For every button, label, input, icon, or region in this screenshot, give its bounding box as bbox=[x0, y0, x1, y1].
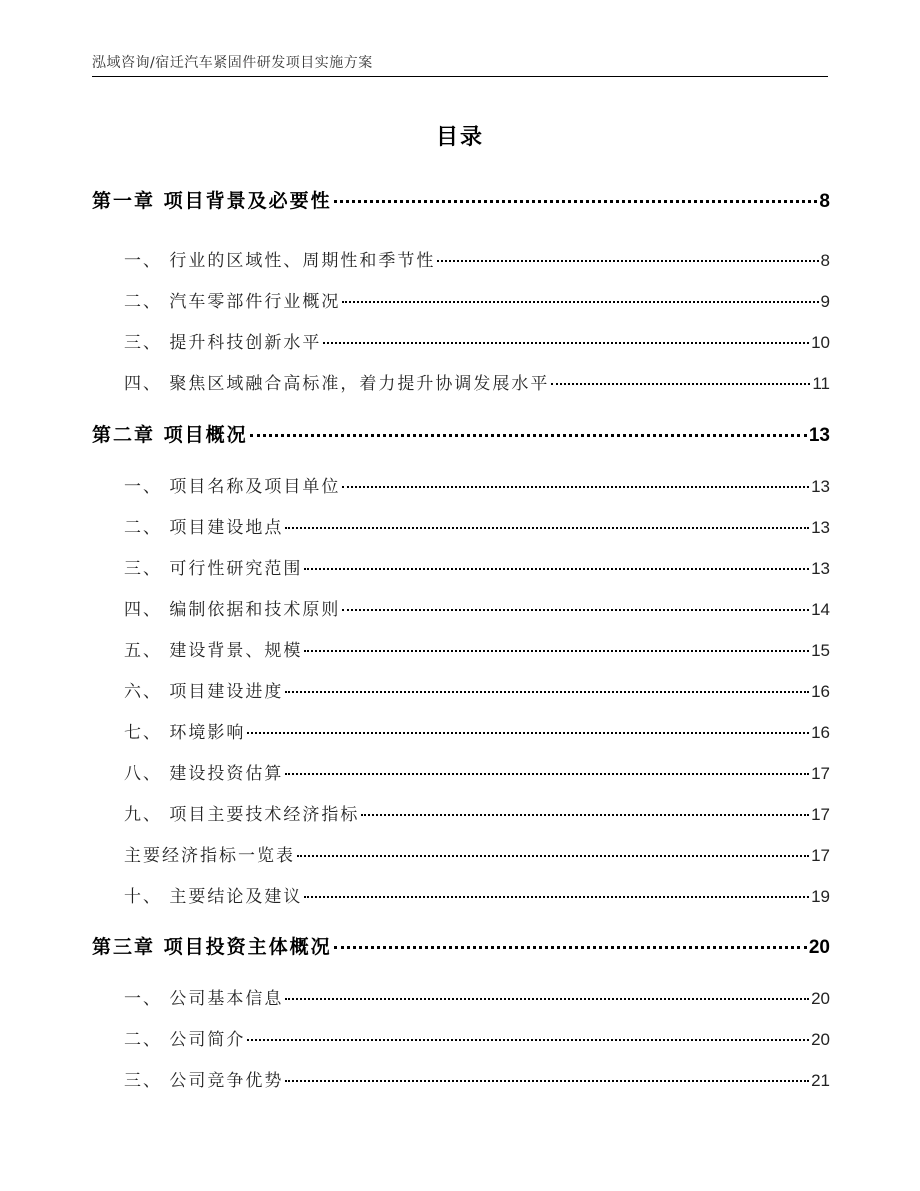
toc-entry-page: 20 bbox=[808, 937, 830, 958]
toc-entry-page: 14 bbox=[811, 600, 830, 619]
toc-entry-page: 9 bbox=[820, 292, 830, 311]
dot-leader bbox=[342, 300, 818, 303]
toc-chapter-2[interactable] bbox=[92, 420, 830, 447]
toc-entry-label: 一、 公司基本信息 bbox=[124, 989, 284, 1009]
toc-entry-page: 10 bbox=[811, 333, 830, 352]
toc-entry-page: 13 bbox=[811, 477, 830, 496]
toc-entry-label: 五、 建设背景、规模 bbox=[124, 641, 303, 661]
toc-entry-page: 13 bbox=[811, 518, 830, 537]
toc-entry-label: 二、 公司简介 bbox=[124, 1030, 246, 1050]
toc-entry-page: 8 bbox=[820, 251, 830, 270]
toc-entry-label: 三、 提升科技创新水平 bbox=[124, 333, 322, 353]
toc-entry-label: 三、 可行性研究范围 bbox=[124, 559, 303, 579]
toc-entry-page: 17 bbox=[811, 805, 830, 824]
dot-leader bbox=[285, 690, 809, 693]
toc-entry-page: 19 bbox=[811, 887, 830, 906]
toc-entry-label: 主要经济指标一览表 bbox=[124, 846, 295, 866]
toc-section[interactable] bbox=[92, 718, 830, 743]
toc-section[interactable] bbox=[92, 1066, 830, 1091]
dot-leader bbox=[437, 259, 818, 262]
toc-title: 目录 bbox=[435, 125, 484, 150]
dot-leader bbox=[334, 199, 818, 203]
toc-entry-label: 四、 编制依据和技术原则 bbox=[124, 600, 341, 620]
toc-entry-label: 七、 环境影响 bbox=[124, 723, 246, 743]
dot-leader bbox=[342, 608, 809, 611]
dot-leader bbox=[304, 895, 809, 898]
toc-section[interactable] bbox=[92, 287, 830, 312]
toc-entry-page: 17 bbox=[811, 764, 830, 783]
dot-leader bbox=[304, 567, 809, 570]
dot-leader bbox=[247, 731, 809, 734]
toc-entry-page: 20 bbox=[811, 1030, 830, 1049]
dot-leader bbox=[323, 341, 809, 344]
toc-entry-label: 二、 项目建设地点 bbox=[124, 518, 284, 538]
dot-leader bbox=[250, 433, 807, 437]
dot-leader bbox=[285, 997, 809, 1000]
toc-entry-label: 八、 建设投资估算 bbox=[124, 764, 284, 784]
toc-entry-label: 四、 聚焦区域融合高标准，着力提升协调发展水平 bbox=[124, 374, 550, 394]
toc-entry-label: 第一章 项目背景及必要性 bbox=[92, 190, 332, 212]
dot-leader bbox=[285, 1079, 809, 1082]
header-divider bbox=[92, 76, 828, 77]
toc-section[interactable] bbox=[92, 246, 830, 271]
dot-leader bbox=[304, 649, 809, 652]
toc-chapter-3[interactable] bbox=[92, 932, 830, 959]
toc-entry-label: 一、 行业的区域性、周期性和季节性 bbox=[124, 251, 436, 271]
toc-section[interactable] bbox=[92, 759, 830, 784]
toc-entry-page: 11 bbox=[812, 374, 830, 393]
toc-section[interactable] bbox=[92, 513, 830, 538]
toc-section[interactable] bbox=[92, 677, 830, 702]
toc-entry-label: 三、 公司竞争优势 bbox=[124, 1071, 284, 1091]
toc-entry-label: 第三章 项目投资主体概况 bbox=[92, 936, 332, 958]
toc-entry-label: 二、 汽车零部件行业概况 bbox=[124, 292, 341, 312]
toc-chapter-1[interactable] bbox=[92, 186, 830, 213]
toc-entry-page: 17 bbox=[811, 846, 830, 865]
dot-leader bbox=[285, 526, 809, 529]
dot-leader bbox=[334, 945, 807, 949]
toc-entry-page: 13 bbox=[811, 559, 830, 578]
toc-entry-label: 一、 项目名称及项目单位 bbox=[124, 477, 341, 497]
toc-entry-page: 21 bbox=[811, 1071, 830, 1090]
toc-section[interactable] bbox=[92, 369, 830, 394]
toc-section[interactable] bbox=[92, 984, 830, 1009]
toc-entry-page: 20 bbox=[811, 989, 830, 1008]
toc-entry-label: 九、 项目主要技术经济指标 bbox=[124, 805, 360, 825]
running-header: 泓域咨询/宿迁汽车紧固件研发项目实施方案 bbox=[92, 55, 373, 71]
toc-section[interactable] bbox=[92, 328, 830, 353]
toc-entry-label: 六、 项目建设进度 bbox=[124, 682, 284, 702]
toc-entry-page: 16 bbox=[811, 682, 830, 701]
toc-section[interactable] bbox=[92, 554, 830, 579]
toc-entry-label: 十、 主要结论及建议 bbox=[124, 887, 303, 907]
dot-leader bbox=[247, 1038, 809, 1041]
toc-entry-page: 13 bbox=[808, 425, 830, 446]
toc-section[interactable] bbox=[92, 800, 830, 825]
toc-section[interactable] bbox=[92, 595, 830, 620]
toc-entry-page: 16 bbox=[811, 723, 830, 742]
toc-entry-page: 15 bbox=[811, 641, 830, 660]
toc-entry-page: 8 bbox=[819, 191, 830, 212]
toc-section[interactable] bbox=[92, 1025, 830, 1050]
toc-section[interactable] bbox=[92, 841, 830, 866]
toc-section[interactable] bbox=[92, 636, 830, 661]
dot-leader bbox=[285, 772, 809, 775]
dot-leader bbox=[551, 382, 810, 385]
toc-entry-label: 第二章 项目概况 bbox=[92, 424, 248, 446]
toc-section[interactable] bbox=[92, 472, 830, 497]
dot-leader bbox=[361, 813, 809, 816]
dot-leader bbox=[342, 485, 809, 488]
toc-section[interactable] bbox=[92, 882, 830, 907]
dot-leader bbox=[297, 854, 809, 857]
